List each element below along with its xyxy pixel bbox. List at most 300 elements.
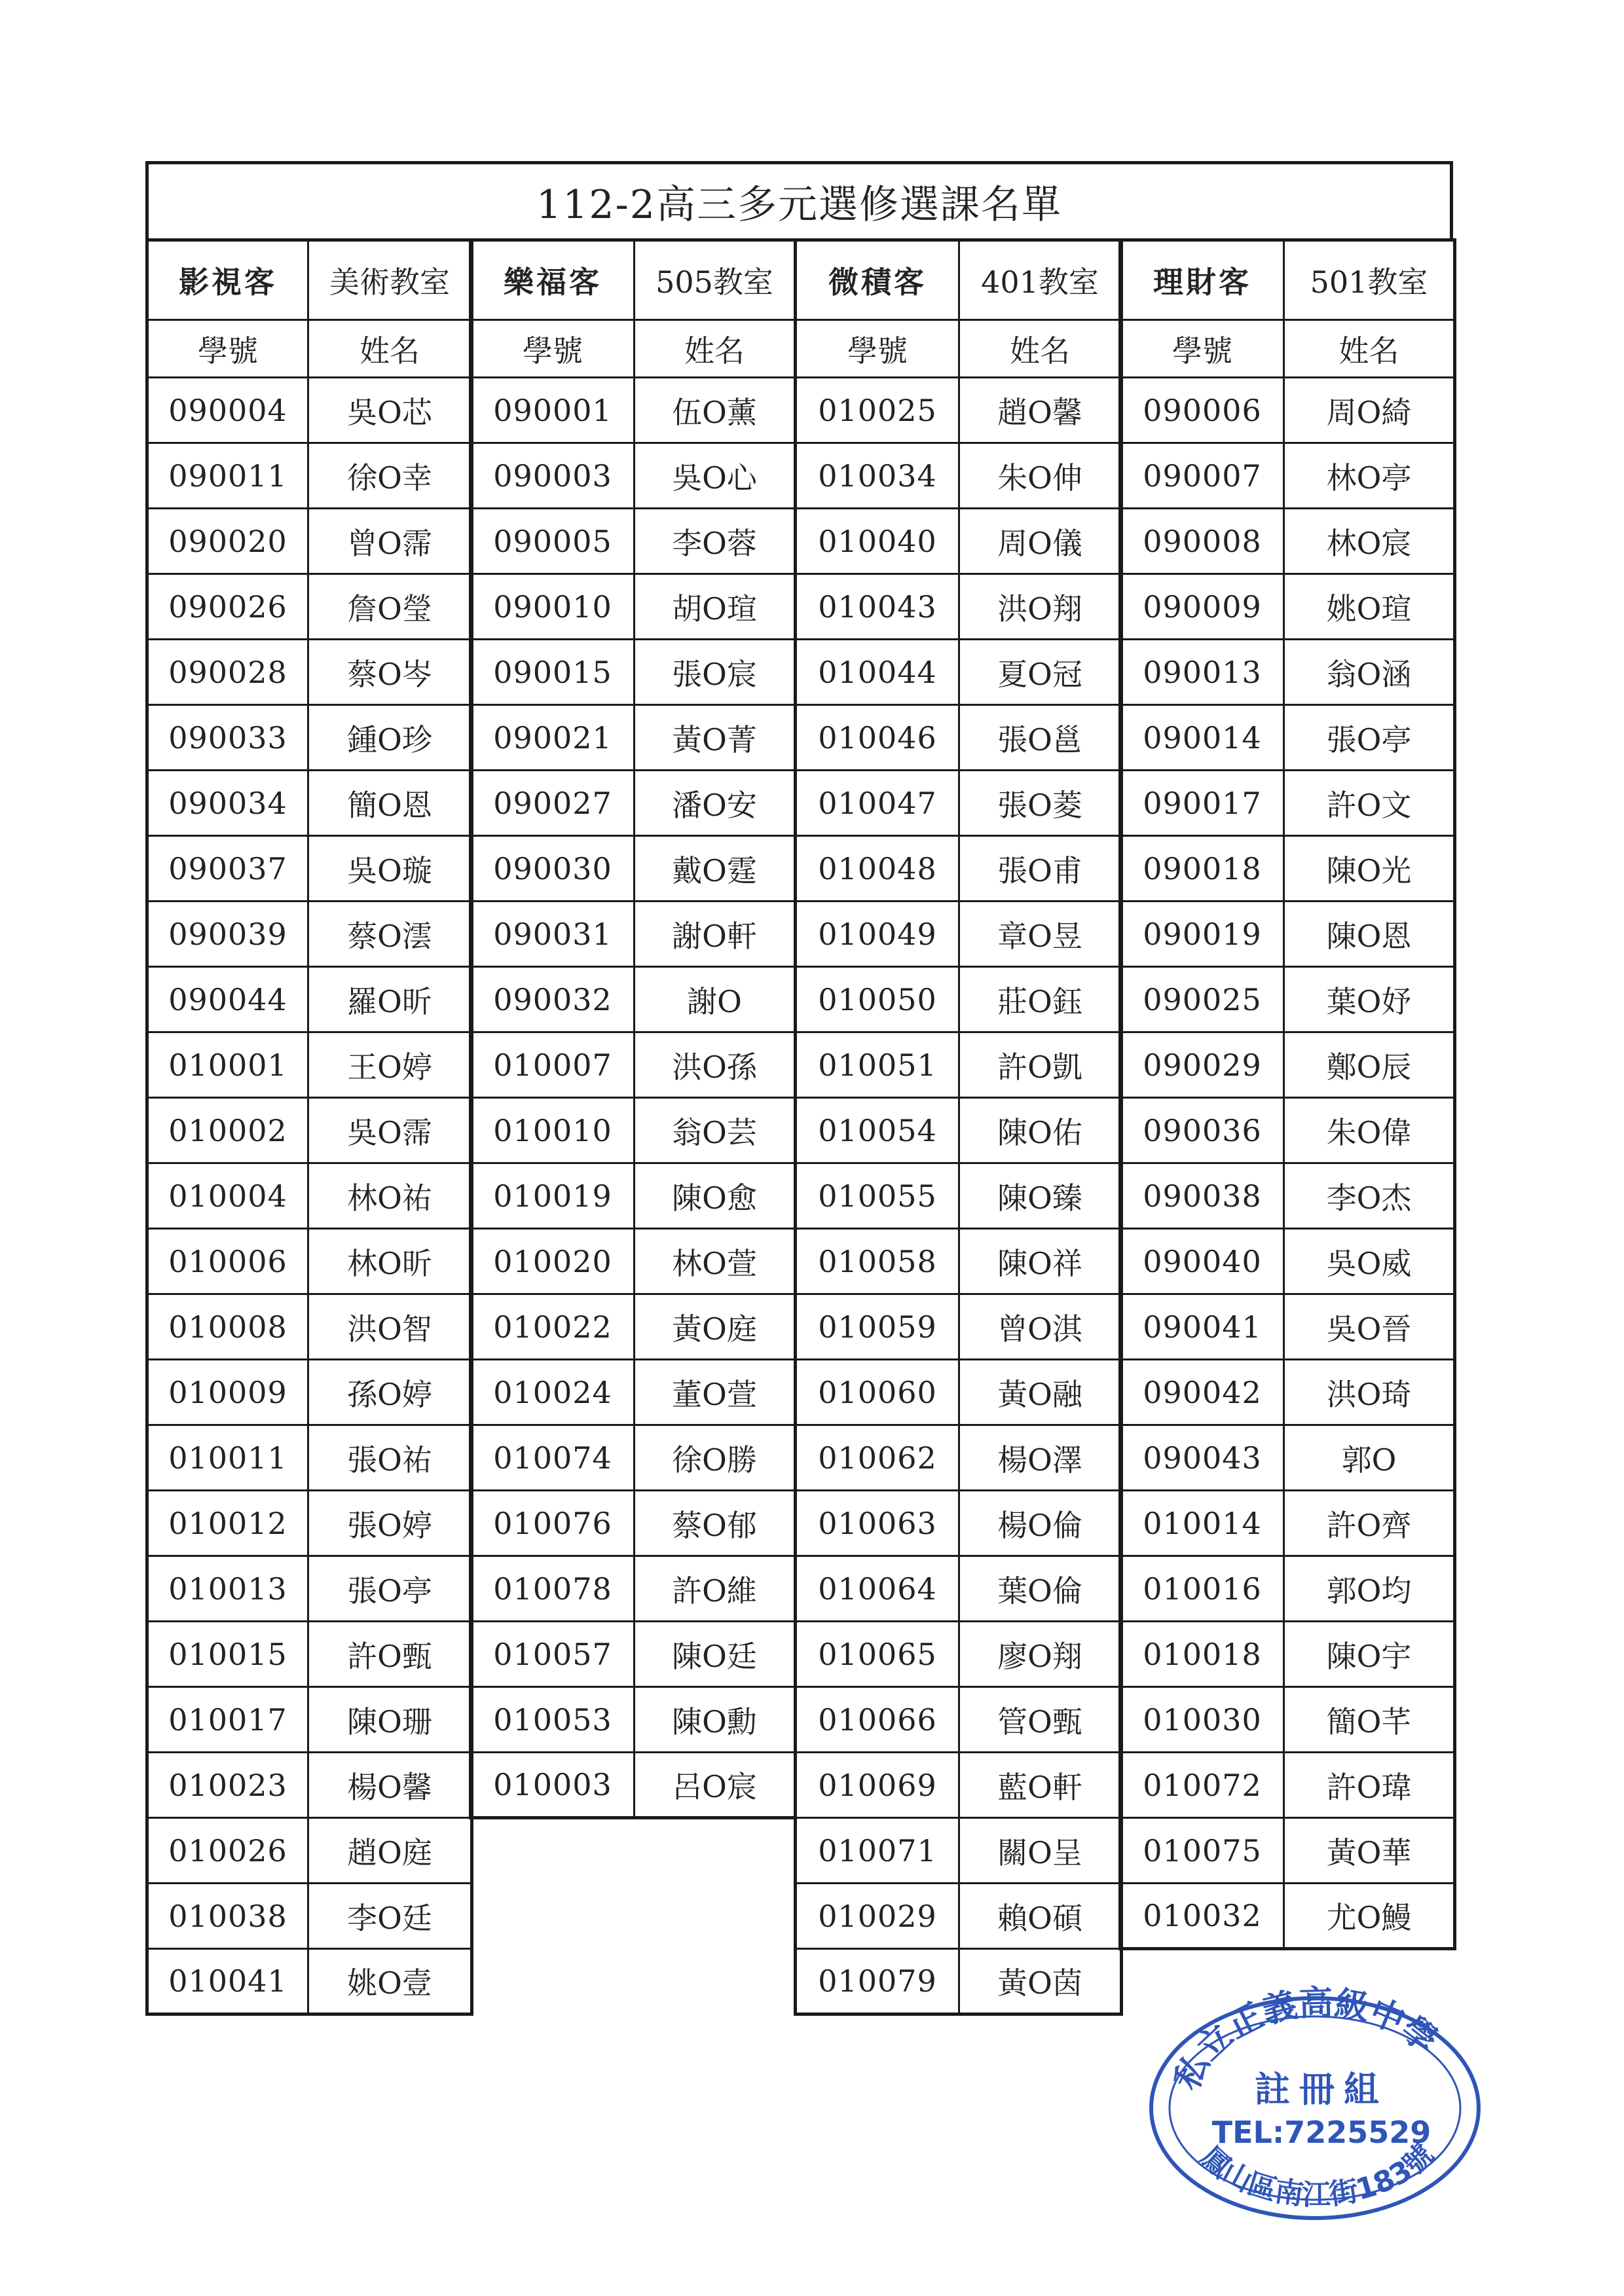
student-id: 010069 <box>796 1753 959 1818</box>
student-name: 翁O芸 <box>635 1098 796 1163</box>
table-row <box>147 836 472 902</box>
student-name: 朱O伸 <box>959 443 1122 509</box>
student-name: 藍O軒 <box>959 1753 1122 1818</box>
table-row <box>471 1360 796 1425</box>
student-id: 090039 <box>147 902 308 967</box>
table-row <box>471 771 796 836</box>
student-id: 010079 <box>796 1949 959 2014</box>
student-id: 010066 <box>796 1687 959 1753</box>
column-header-name: 姓名 <box>635 320 796 378</box>
table-row <box>1120 1294 1455 1360</box>
table-row <box>147 771 472 836</box>
course-name: 影視客 <box>147 240 308 320</box>
student-id: 090006 <box>1120 378 1284 443</box>
student-name: 簡O恩 <box>308 771 472 836</box>
student-name: 陳O勳 <box>635 1687 796 1753</box>
student-name: 孫O婷 <box>308 1360 472 1425</box>
student-name: 廖O翔 <box>959 1622 1122 1687</box>
student-id: 010053 <box>471 1687 635 1753</box>
table-row <box>796 1032 1122 1098</box>
student-name: 鄭O辰 <box>1284 1032 1455 1098</box>
student-name: 徐O幸 <box>308 443 472 509</box>
student-name: 張O亭 <box>308 1556 472 1622</box>
table-row <box>147 1687 472 1753</box>
table-row <box>471 1753 796 1818</box>
student-name: 趙O馨 <box>959 378 1122 443</box>
table-row <box>796 378 1122 443</box>
student-id: 010055 <box>796 1163 959 1229</box>
student-name: 張O祐 <box>308 1425 472 1491</box>
table-row <box>796 705 1122 771</box>
student-name: 陳O廷 <box>635 1622 796 1687</box>
student-name: 張O婷 <box>308 1491 472 1556</box>
student-id: 010002 <box>147 1098 308 1163</box>
student-id: 090033 <box>147 705 308 771</box>
student-name: 許O維 <box>635 1556 796 1622</box>
student-name: 潘O安 <box>635 771 796 836</box>
student-name: 蔡O郁 <box>635 1491 796 1556</box>
student-name: 葉O妤 <box>1284 967 1455 1032</box>
student-name: 陳O佑 <box>959 1098 1122 1163</box>
student-id: 090018 <box>1120 836 1284 902</box>
student-name: 趙O庭 <box>308 1818 472 1884</box>
student-id: 090019 <box>1120 902 1284 967</box>
table-row <box>471 378 796 443</box>
column-header-name: 姓名 <box>959 320 1122 378</box>
student-id: 010003 <box>471 1753 635 1818</box>
student-name: 黃O華 <box>1284 1818 1455 1884</box>
student-id: 010010 <box>471 1098 635 1163</box>
column-header-id: 學號 <box>1120 320 1284 378</box>
student-id: 090030 <box>471 836 635 902</box>
student-id: 010022 <box>471 1294 635 1360</box>
student-id: 010038 <box>147 1884 308 1949</box>
student-id: 090025 <box>1120 967 1284 1032</box>
course-table <box>145 238 473 2016</box>
seal-top-text: 私立正義高級中學 <box>1167 1983 1445 2097</box>
student-name: 張O邕 <box>959 705 1122 771</box>
student-id: 090043 <box>1120 1425 1284 1491</box>
student-name: 黃O庭 <box>635 1294 796 1360</box>
student-name: 許O文 <box>1284 771 1455 836</box>
student-name: 林O祐 <box>308 1163 472 1229</box>
table-row <box>471 574 796 640</box>
student-id: 010065 <box>796 1622 959 1687</box>
table-row <box>796 1491 1122 1556</box>
student-id: 010006 <box>147 1229 308 1294</box>
table-row <box>147 1294 472 1360</box>
student-id: 090037 <box>147 836 308 902</box>
table-row <box>1120 1556 1455 1622</box>
course-table <box>469 238 797 1819</box>
student-name: 陳O宇 <box>1284 1622 1455 1687</box>
table-row <box>1120 640 1455 705</box>
student-name: 賴O碩 <box>959 1884 1122 1949</box>
table-row <box>796 902 1122 967</box>
student-id: 010013 <box>147 1556 308 1622</box>
student-name: 尤O鰻 <box>1284 1884 1455 1949</box>
table-row <box>471 1098 796 1163</box>
student-id: 010016 <box>1120 1556 1284 1622</box>
table-row <box>471 509 796 574</box>
student-name: 郭O <box>1284 1425 1455 1491</box>
table-row <box>1120 1163 1455 1229</box>
table-row <box>796 967 1122 1032</box>
student-name: 管O甄 <box>959 1687 1122 1753</box>
table-row <box>796 1687 1122 1753</box>
course-table <box>794 238 1123 2016</box>
course-room: 美術教室 <box>308 240 472 320</box>
table-row <box>1120 1098 1455 1163</box>
student-id: 090008 <box>1120 509 1284 574</box>
table-row <box>1120 836 1455 902</box>
student-name: 呂O宸 <box>635 1753 796 1818</box>
seal-middle-text: 註冊組 <box>1255 2069 1388 2110</box>
student-name: 戴O霆 <box>635 836 796 902</box>
student-name: 謝O <box>635 967 796 1032</box>
course-room: 401教室 <box>959 240 1122 320</box>
student-name: 吳O心 <box>635 443 796 509</box>
student-name: 許O瑋 <box>1284 1753 1455 1818</box>
student-id: 010047 <box>796 771 959 836</box>
student-name: 洪O翔 <box>959 574 1122 640</box>
student-name: 蔡O澐 <box>308 902 472 967</box>
course-table <box>1118 238 1456 1950</box>
student-name: 許O凱 <box>959 1032 1122 1098</box>
student-name: 李O廷 <box>308 1884 472 1949</box>
student-name: 許O齊 <box>1284 1491 1455 1556</box>
student-name: 夏O冠 <box>959 640 1122 705</box>
student-name: 吳O芯 <box>308 378 472 443</box>
student-name: 張O宸 <box>635 640 796 705</box>
student-name: 李O杰 <box>1284 1163 1455 1229</box>
table-row <box>471 1163 796 1229</box>
student-name: 林O昕 <box>308 1229 472 1294</box>
student-id: 010078 <box>471 1556 635 1622</box>
student-name: 羅O昕 <box>308 967 472 1032</box>
student-id: 010034 <box>796 443 959 509</box>
table-row <box>147 1425 472 1491</box>
student-id: 010075 <box>1120 1818 1284 1884</box>
table-row <box>471 902 796 967</box>
student-id: 010007 <box>471 1032 635 1098</box>
student-name: 林O亭 <box>1284 443 1455 509</box>
student-name: 莊O鈺 <box>959 967 1122 1032</box>
student-id: 090042 <box>1120 1360 1284 1425</box>
table-row <box>796 574 1122 640</box>
student-name: 謝O軒 <box>635 902 796 967</box>
student-name: 洪O琦 <box>1284 1360 1455 1425</box>
table-row <box>796 1098 1122 1163</box>
student-id: 010051 <box>796 1032 959 1098</box>
table-row <box>796 509 1122 574</box>
table-row <box>471 1032 796 1098</box>
student-id: 090004 <box>147 378 308 443</box>
table-row <box>147 443 472 509</box>
student-id: 090013 <box>1120 640 1284 705</box>
course-room: 501教室 <box>1284 240 1455 320</box>
table-row <box>471 1556 796 1622</box>
registrar-seal <box>1132 1977 1498 2226</box>
table-row <box>796 1622 1122 1687</box>
table-row <box>796 1818 1122 1884</box>
column-header-name: 姓名 <box>1284 320 1455 378</box>
student-id: 010025 <box>796 378 959 443</box>
student-id: 010059 <box>796 1294 959 1360</box>
table-row <box>147 1753 472 1818</box>
student-name: 洪O孫 <box>635 1032 796 1098</box>
student-id: 090044 <box>147 967 308 1032</box>
table-row <box>147 574 472 640</box>
student-name: 詹O瑩 <box>308 574 472 640</box>
student-id: 010057 <box>471 1622 635 1687</box>
student-name: 吳O霈 <box>308 1098 472 1163</box>
student-name: 姚O壹 <box>308 1949 472 2014</box>
student-id: 090027 <box>471 771 635 836</box>
student-name: 周O綺 <box>1284 378 1455 443</box>
table-row <box>796 1753 1122 1818</box>
table-row <box>796 1949 1122 2014</box>
student-id: 010015 <box>147 1622 308 1687</box>
table-row <box>147 1949 472 2014</box>
student-name: 林O宸 <box>1284 509 1455 574</box>
student-id: 010001 <box>147 1032 308 1098</box>
table-row <box>796 1229 1122 1294</box>
student-name: 陳O光 <box>1284 836 1455 902</box>
student-id: 010029 <box>796 1884 959 1949</box>
student-name: 蔡O岑 <box>308 640 472 705</box>
student-name: 曾O霈 <box>308 509 472 574</box>
table-row <box>1120 902 1455 967</box>
table-row <box>796 771 1122 836</box>
student-id: 090009 <box>1120 574 1284 640</box>
table-row <box>796 1425 1122 1491</box>
student-id: 010023 <box>147 1753 308 1818</box>
table-row <box>147 967 472 1032</box>
student-id: 010041 <box>147 1949 308 2014</box>
student-id: 010044 <box>796 640 959 705</box>
student-name: 朱O偉 <box>1284 1098 1455 1163</box>
student-id: 090015 <box>471 640 635 705</box>
table-row <box>1120 1884 1455 1949</box>
student-name: 陳O恩 <box>1284 902 1455 967</box>
column-header-id: 學號 <box>796 320 959 378</box>
student-id: 010043 <box>796 574 959 640</box>
student-name: 楊O澤 <box>959 1425 1122 1491</box>
student-id: 090028 <box>147 640 308 705</box>
student-id: 010008 <box>147 1294 308 1360</box>
student-name: 葉O倫 <box>959 1556 1122 1622</box>
table-row <box>147 1229 472 1294</box>
column-header-name: 姓名 <box>308 320 472 378</box>
table-row <box>471 1687 796 1753</box>
table-row <box>796 836 1122 902</box>
student-id: 010048 <box>796 836 959 902</box>
student-id: 090031 <box>471 902 635 967</box>
student-id: 090034 <box>147 771 308 836</box>
student-id: 010058 <box>796 1229 959 1294</box>
table-row <box>1120 443 1455 509</box>
student-id: 090029 <box>1120 1032 1284 1098</box>
table-row <box>147 705 472 771</box>
student-name: 許O甄 <box>308 1622 472 1687</box>
table-row <box>796 1294 1122 1360</box>
student-id: 010024 <box>471 1360 635 1425</box>
student-name: 王O婷 <box>308 1032 472 1098</box>
student-name: 楊O馨 <box>308 1753 472 1818</box>
student-name: 胡O瑄 <box>635 574 796 640</box>
student-id: 010050 <box>796 967 959 1032</box>
seal-bottom-text: 鳳山區南江街183號 <box>1193 2138 1441 2212</box>
student-name: 楊O倫 <box>959 1491 1122 1556</box>
student-name: 李O蓉 <box>635 509 796 574</box>
table-row <box>147 902 472 967</box>
column-header-id: 學號 <box>147 320 308 378</box>
student-id: 010012 <box>147 1491 308 1556</box>
student-name: 董O萱 <box>635 1360 796 1425</box>
student-id: 090007 <box>1120 443 1284 509</box>
table-row <box>1120 1818 1455 1884</box>
table-row <box>1120 509 1455 574</box>
student-name: 關O呈 <box>959 1818 1122 1884</box>
course-room: 505教室 <box>635 240 796 320</box>
student-id: 010017 <box>147 1687 308 1753</box>
student-name: 陳O臻 <box>959 1163 1122 1229</box>
student-id: 090036 <box>1120 1098 1284 1163</box>
table-row <box>147 509 472 574</box>
table-row <box>147 378 472 443</box>
student-id: 090017 <box>1120 771 1284 836</box>
student-name: 林O萱 <box>635 1229 796 1294</box>
student-name: 陳O珊 <box>308 1687 472 1753</box>
course-name: 樂福客 <box>471 240 635 320</box>
student-name: 簡O芊 <box>1284 1687 1455 1753</box>
student-id: 090001 <box>471 378 635 443</box>
table-row <box>796 1884 1122 1949</box>
student-name: 姚O瑄 <box>1284 574 1455 640</box>
table-row <box>471 443 796 509</box>
table-row <box>1120 1425 1455 1491</box>
table-row <box>147 1163 472 1229</box>
student-name: 吳O威 <box>1284 1229 1455 1294</box>
table-row <box>147 1556 472 1622</box>
student-name: 郭O均 <box>1284 1556 1455 1622</box>
table-row <box>147 1884 472 1949</box>
student-name: 徐O勝 <box>635 1425 796 1491</box>
student-id: 090020 <box>147 509 308 574</box>
student-id: 010020 <box>471 1229 635 1294</box>
table-row <box>1120 771 1455 836</box>
student-id: 010076 <box>471 1491 635 1556</box>
student-id: 090040 <box>1120 1229 1284 1294</box>
table-row <box>471 1622 796 1687</box>
table-row <box>796 1163 1122 1229</box>
table-row <box>1120 1229 1455 1294</box>
student-id: 010071 <box>796 1818 959 1884</box>
student-id: 010046 <box>796 705 959 771</box>
student-name: 洪O智 <box>308 1294 472 1360</box>
table-row <box>471 1425 796 1491</box>
table-row <box>796 1360 1122 1425</box>
student-name: 張O菱 <box>959 771 1122 836</box>
student-name: 黃O茵 <box>959 1949 1122 2014</box>
student-id: 090026 <box>147 574 308 640</box>
student-name: 周O儀 <box>959 509 1122 574</box>
table-row <box>147 1098 472 1163</box>
student-name: 鍾O珍 <box>308 705 472 771</box>
table-row <box>796 443 1122 509</box>
student-name: 張O甫 <box>959 836 1122 902</box>
table-row <box>1120 574 1455 640</box>
table-row <box>471 705 796 771</box>
student-name: 伍O薰 <box>635 378 796 443</box>
student-id: 010019 <box>471 1163 635 1229</box>
student-id: 010014 <box>1120 1491 1284 1556</box>
table-row <box>796 1556 1122 1622</box>
table-row <box>796 640 1122 705</box>
student-id: 090038 <box>1120 1163 1284 1229</box>
table-row <box>1120 1622 1455 1687</box>
student-id: 010074 <box>471 1425 635 1491</box>
student-id: 090032 <box>471 967 635 1032</box>
student-id: 010018 <box>1120 1622 1284 1687</box>
table-row <box>471 1294 796 1360</box>
student-name: 章O昱 <box>959 902 1122 967</box>
student-id: 010049 <box>796 902 959 967</box>
student-name: 翁O涵 <box>1284 640 1455 705</box>
table-row <box>1120 1753 1455 1818</box>
student-name: 陳O祥 <box>959 1229 1122 1294</box>
table-row <box>471 640 796 705</box>
table-row <box>1120 967 1455 1032</box>
table-row <box>1120 1360 1455 1425</box>
student-id: 010004 <box>147 1163 308 1229</box>
student-id: 010064 <box>796 1556 959 1622</box>
student-id: 010063 <box>796 1491 959 1556</box>
student-id: 090021 <box>471 705 635 771</box>
table-row <box>147 1360 472 1425</box>
table-row <box>1120 1687 1455 1753</box>
table-row <box>471 1491 796 1556</box>
student-id: 090011 <box>147 443 308 509</box>
student-name: 陳O愈 <box>635 1163 796 1229</box>
table-row <box>471 1229 796 1294</box>
student-name: 張O亭 <box>1284 705 1455 771</box>
table-row <box>1120 378 1455 443</box>
student-id: 010009 <box>147 1360 308 1425</box>
student-name: 黃O菁 <box>635 705 796 771</box>
student-id: 010040 <box>796 509 959 574</box>
table-row <box>147 640 472 705</box>
student-id: 010011 <box>147 1425 308 1491</box>
student-id: 010060 <box>796 1360 959 1425</box>
table-row <box>1120 1491 1455 1556</box>
student-name: 吳O璇 <box>308 836 472 902</box>
table-row <box>1120 705 1455 771</box>
student-id: 090014 <box>1120 705 1284 771</box>
student-id: 010072 <box>1120 1753 1284 1818</box>
student-id: 090003 <box>471 443 635 509</box>
student-id: 090010 <box>471 574 635 640</box>
table-row <box>471 836 796 902</box>
column-header-id: 學號 <box>471 320 635 378</box>
table-row <box>147 1818 472 1884</box>
student-id: 090005 <box>471 509 635 574</box>
table-row <box>1120 1032 1455 1098</box>
table-row <box>147 1491 472 1556</box>
student-id: 010030 <box>1120 1687 1284 1753</box>
course-name: 微積客 <box>796 240 959 320</box>
